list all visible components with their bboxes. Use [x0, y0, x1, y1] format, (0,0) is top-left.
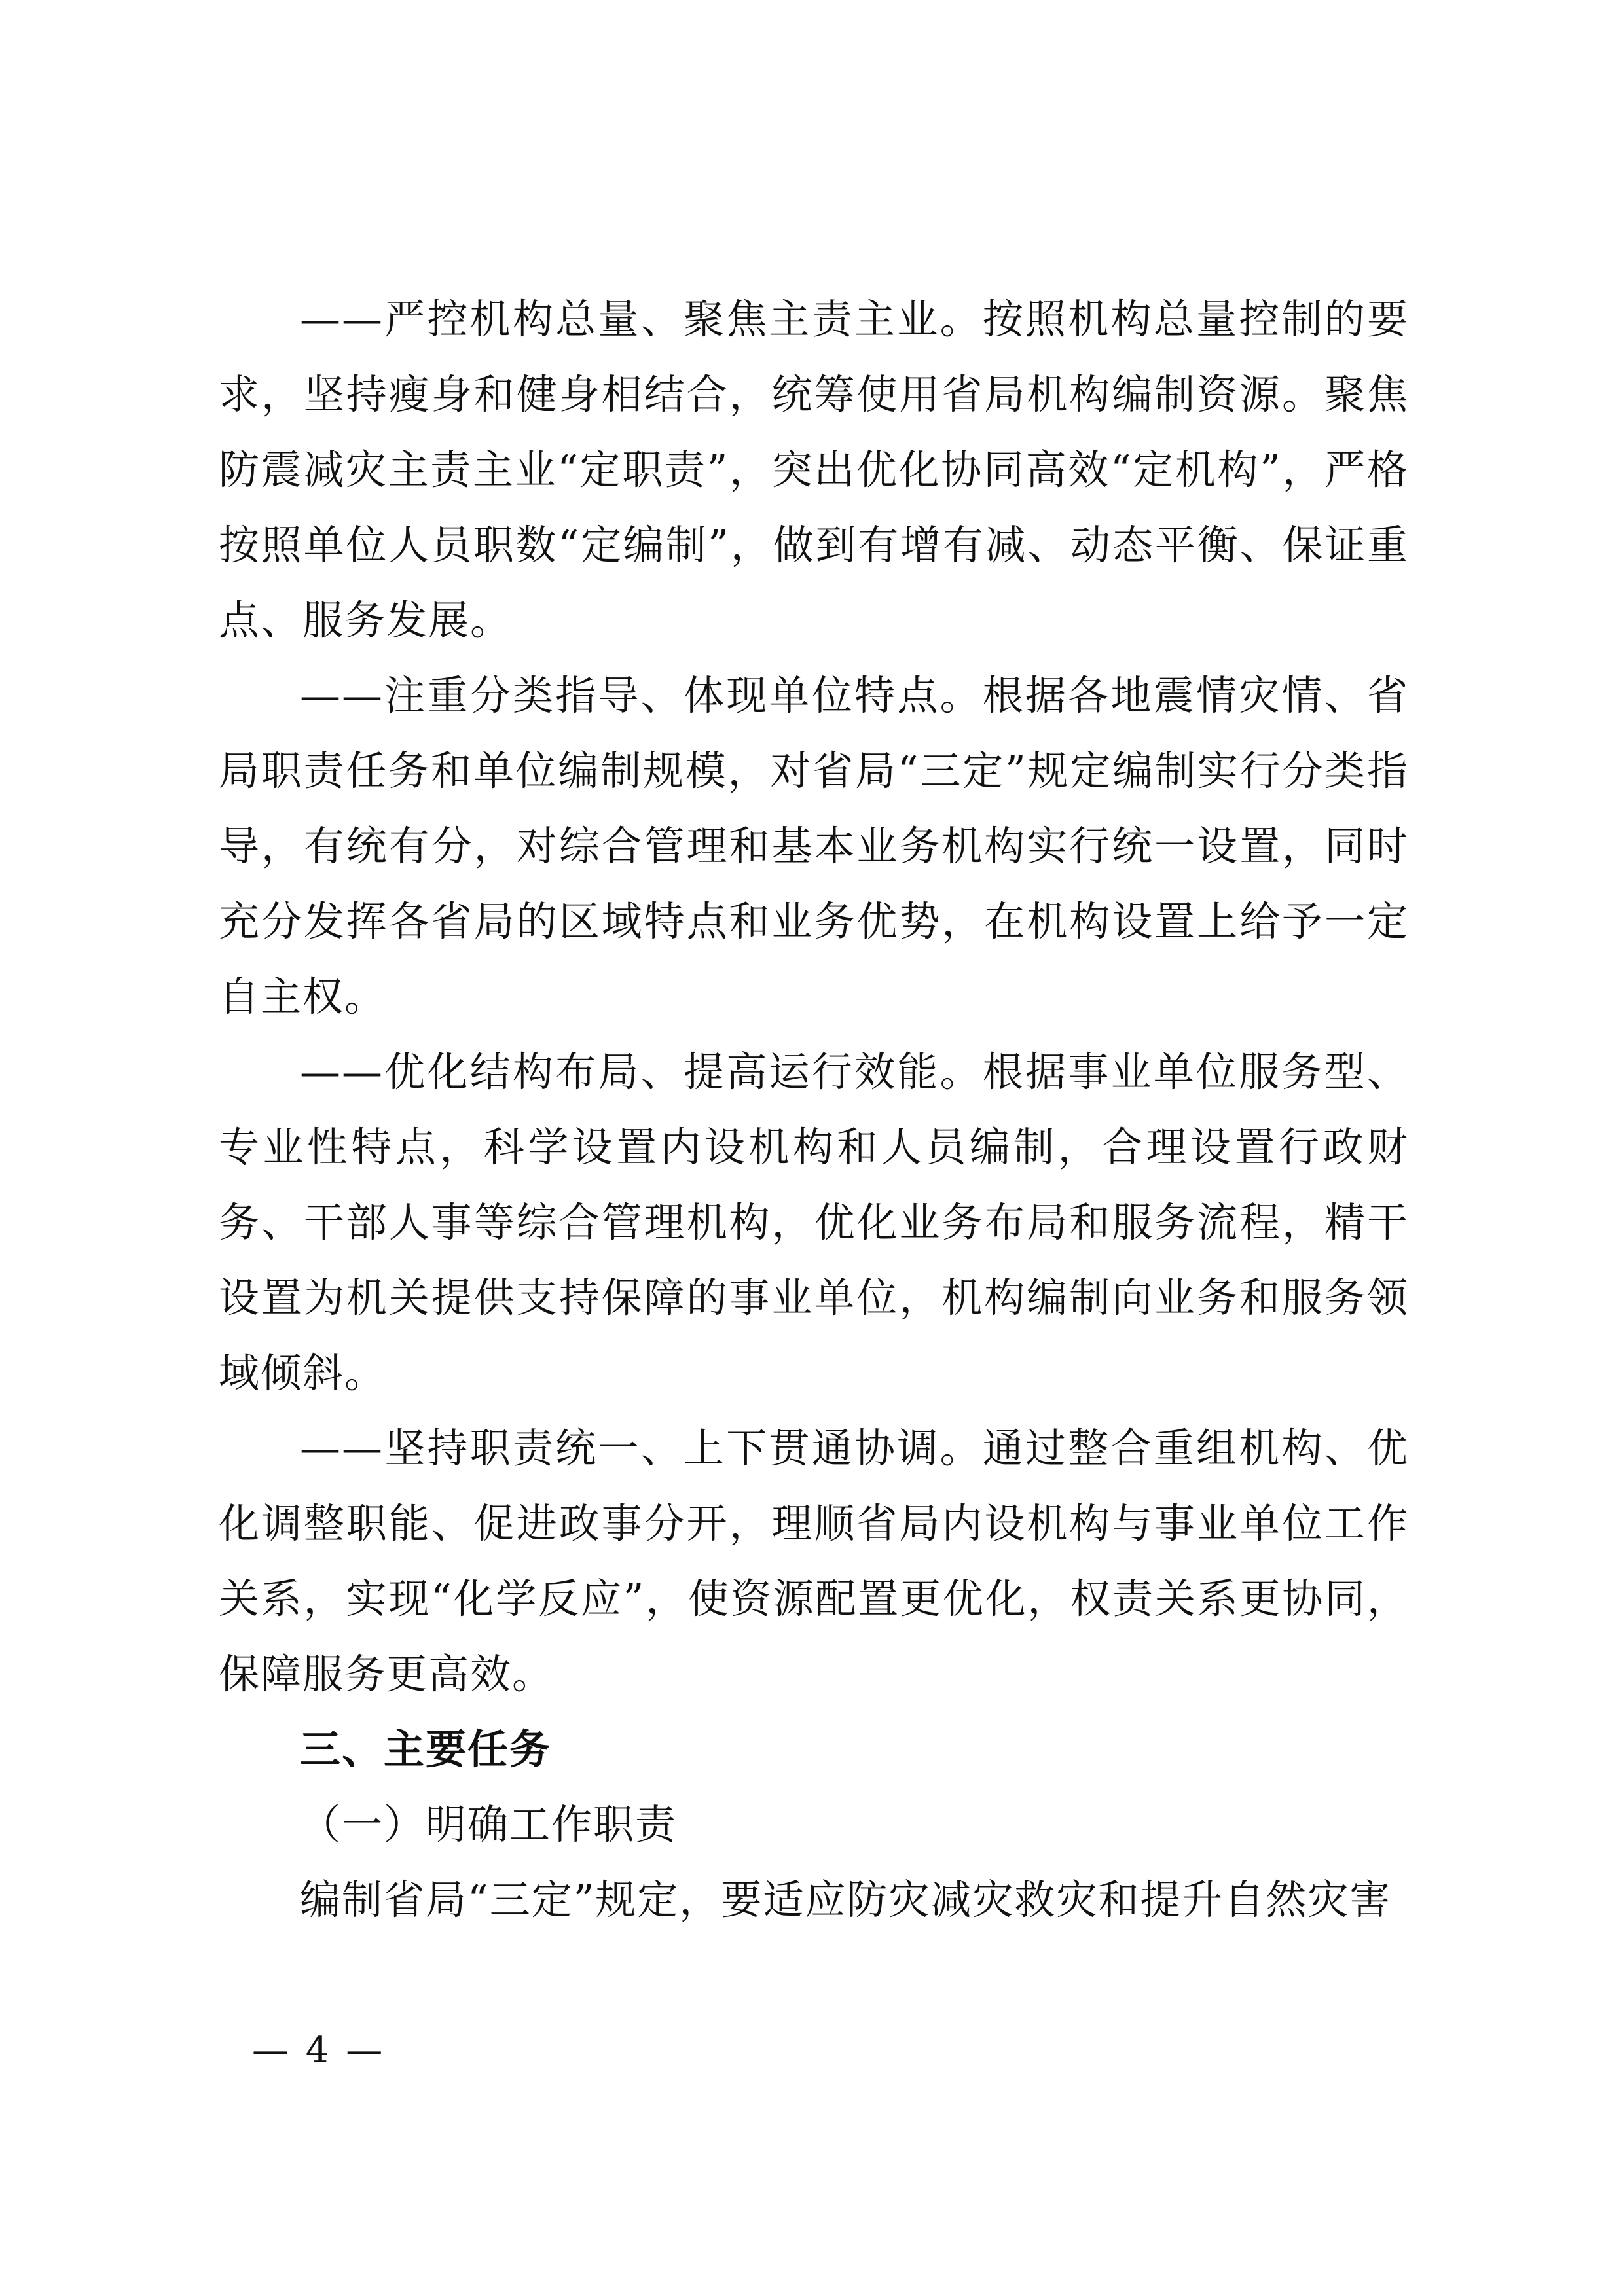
document-body	[219, 281, 1409, 1937]
paragraph-final: 编制省局“三定”规定，要适应防灾减灾救灾和提升自然灾害	[300, 1876, 1392, 1924]
paragraph-optimize-structure: ——优化结构布局、提高运行效能。根据事业单位服务型、专业性特点，科学设置内设机构和人员编制，合理设置行政财务、干部人事等综合管理机构，优化业务布局和服务流程，精干设置为机关提供支持保障的事业单位，机构编制向业务和服务领域倾斜。	[219, 1048, 1409, 1397]
subsection-heading: （一）明确工作职责	[300, 1801, 678, 1848]
section-heading: 三、主要任务	[300, 1725, 552, 1773]
paragraph-control-total: ——严控机构总量、聚焦主责主业。按照机构总量控制的要求，坚持瘦身和健身相结合，统筹使用省局机构编制资源。聚焦防震减灾主责主业“定职责”，突出优化协同高效“定机构”，严格按照单位人员职数“定编制”，做到有增有减、动态平衡、保证重点、服务发展。	[219, 295, 1409, 644]
page-number: — 4 —	[252, 2029, 386, 2072]
paragraph-unified-duties: ——坚持职责统一、上下贯通协调。通过整合重组机构、优化调整职能、促进政事分开，理顺省局内设机构与事业单位工作关系，实现“化学反应”，使资源配置更优化，权责关系更协同，保障服务更高效。	[219, 1424, 1409, 1698]
paragraph-classified-guidance: ——注重分类指导、体现单位特点。根据各地震情灾情、省局职责任务和单位编制规模，对省局“三定”规定编制实行分类指导，有统有分，对综合管理和基本业务机构实行统一设置，同时充分发挥各省局的区域特点和业务优势，在机构设置上给予一定自主权。	[219, 672, 1409, 1020]
